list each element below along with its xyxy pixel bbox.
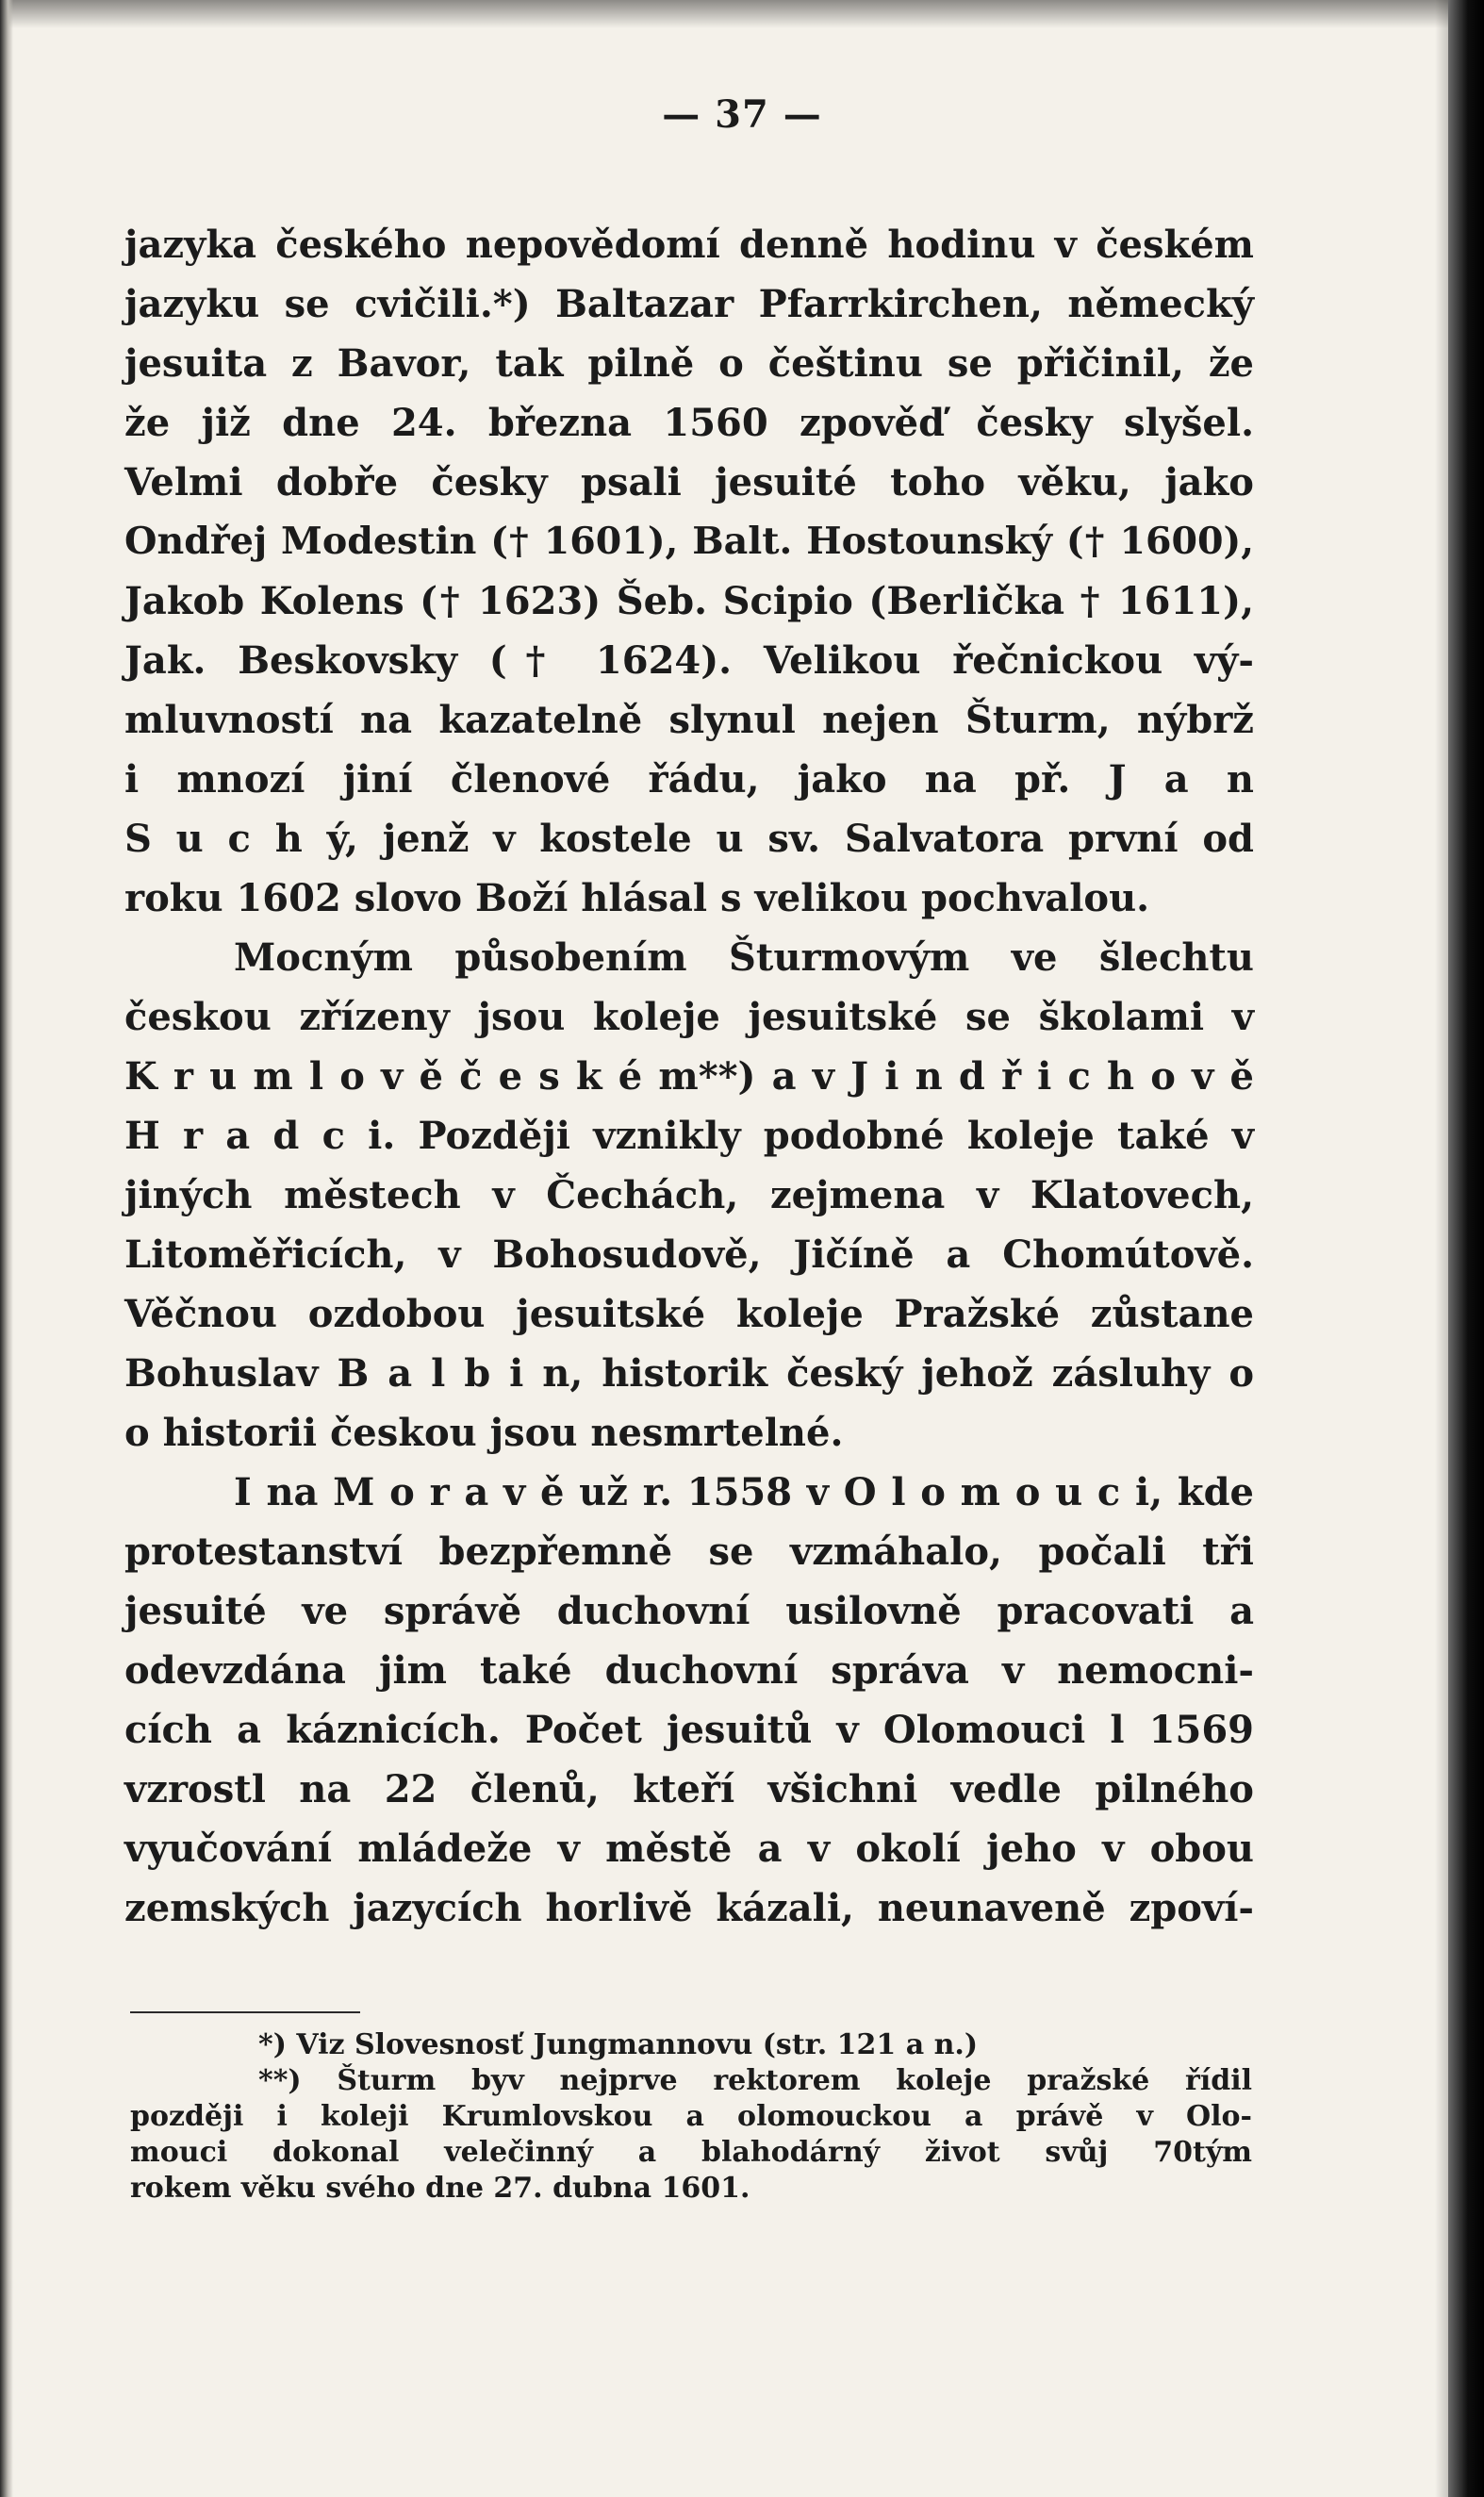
text-line: Jakob Kolens († 1623) Šeb. Scipio (Berlička † 1611), (124, 579, 1254, 623)
text-line: jazyka českého nepovědomí denně hodinu v českém (124, 223, 1254, 267)
paragraph-start-line: I na M o r a v ě už r. 1558 v O l o m o u c i, kde (234, 1470, 1254, 1514)
text-line: S u c h ý, jenž v kostele u sv. Salvatora první od (124, 817, 1254, 861)
paragraph-start-line: Mocným působením Šturmovým ve šlechtu (234, 935, 1254, 980)
text-line: vzrostl na 22 členů, kteří všichni vedle pilného (124, 1767, 1254, 1811)
text-line: mluvností na kazatelně slynul nejen Šturm, nýbrž (124, 698, 1254, 742)
text-line: Ondřej Modestin († 1601), Balt. Hostounský († 1600), (124, 520, 1254, 563)
text-line: vyučování mládeže v městě a v okolí jeho v obou (124, 1827, 1254, 1871)
footnotes (130, 2027, 1252, 2207)
top-page-edge (0, 0, 1484, 28)
right-binding-edge (1448, 0, 1484, 2497)
footnote-line: později i koleji Krumlovskou a olomouckou a právě v Olo- (130, 2100, 1252, 2133)
footnote-line: **) Šturm byv nejprve rektorem koleje pražské řídil (258, 2064, 1252, 2097)
right-page-shadow (1435, 0, 1448, 2497)
text-line: jesuita z Bavor, tak pilně o češtinu se přičinil, že (124, 341, 1254, 386)
page-number: — 37 — (662, 92, 822, 137)
text-line: Velmi dobře česky psali jesuité toho věku, jako (124, 460, 1254, 504)
text-line: že již dne 24. března 1560 zpověď česky slyšel. (124, 401, 1254, 445)
text-line: jazyku se cvičili.*) Baltazar Pfarrkirchen, německý (124, 282, 1254, 326)
footnote-line: rokem věku svého dne 27. dubna 1601. (130, 2172, 750, 2205)
text-line: protestanství bezpřemně se vzmáhalo, počali tři (124, 1530, 1254, 1574)
text-line: i mnozí jiní členové řádu, jako na př. J a n (124, 757, 1254, 802)
text-line: odevzdána jim také duchovní správa v nemocni- (124, 1648, 1254, 1693)
text-line: Věčnou ozdobou jesuitské koleje Pražské zůstane (124, 1292, 1254, 1336)
text-line: jiných městech v Čechách, zejmena v Klatovech, (124, 1173, 1254, 1217)
text-line: o historii českou jsou nesmrtelné. (124, 1411, 844, 1455)
text-line: roku 1602 slovo Boží hlásal s velikou pochvalou. (124, 876, 1150, 920)
text-line: jesuité ve správě duchovní usilovně pracovati a (124, 1589, 1254, 1633)
text-line: Jak. Beskovsky († 1624). Velikou řečnickou vý- (124, 638, 1254, 683)
text-line: K r u m l o v ě č e s k é m**) a v J i n d ř i c h o v ě (124, 1054, 1254, 1099)
footnote-line: *) Viz Slovesnosť Jungmannovu (str. 121 a n.) (258, 2028, 979, 2061)
footnote-separator (130, 2011, 360, 2013)
text-line: zemských jazycích horlivě kázali, neunaveně zpoví- (124, 1886, 1254, 1930)
footnote-line: mouci dokonal velečinný a blahodárný život svůj 70tým (130, 2136, 1252, 2169)
text-line: Bohuslav B a l b i n, historik český jehož zásluhy o (124, 1351, 1254, 1396)
body-text (124, 215, 1254, 1938)
left-page-edge (0, 0, 13, 2497)
text-line: cích a káznicích. Počet jesuitů v Olomouci l 1569 (124, 1708, 1254, 1752)
text-line: českou zřízeny jsou koleje jesuitské se školami v (124, 995, 1254, 1039)
text-line: Litoměřicích, v Bohosudově, Jičíně a Chomútově. (124, 1232, 1254, 1277)
text-line: H r a d c i. Později vznikly podobné koleje také v (124, 1114, 1254, 1158)
